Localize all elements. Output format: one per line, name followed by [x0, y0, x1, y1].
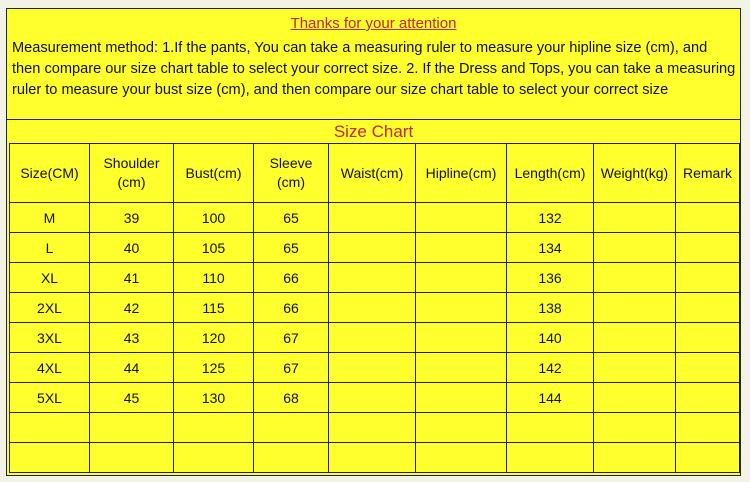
- notice-title: Thanks for your attention: [290, 15, 457, 32]
- table-cell: [676, 233, 740, 263]
- table-row: [10, 383, 740, 413]
- table-cell: 41: [90, 263, 174, 293]
- table-cell: 67: [254, 323, 329, 353]
- table-cell: 138: [507, 293, 594, 323]
- table-body: [10, 203, 740, 473]
- table-cell: [676, 263, 740, 293]
- table-row: [10, 413, 740, 443]
- size-chart-title: Size Chart: [333, 122, 414, 141]
- header-remark: [676, 144, 740, 203]
- table-cell: 67: [254, 353, 329, 383]
- table-cell: [329, 233, 416, 263]
- size-chart-table: [9, 143, 740, 473]
- header-waist: [329, 144, 416, 203]
- table-cell: [594, 293, 676, 323]
- table-cell: [416, 233, 507, 263]
- header-label: Shoulder: [103, 155, 160, 171]
- header-hipline: [416, 144, 507, 203]
- table-cell: 132: [507, 203, 594, 233]
- header-label: Hipline(cm): [425, 164, 497, 181]
- table-row: [10, 353, 740, 383]
- table-header-row: [10, 144, 740, 203]
- table-row: [10, 443, 740, 473]
- header-sleeve: [254, 144, 329, 203]
- table-cell: 134: [507, 233, 594, 263]
- table-cell: [507, 413, 594, 443]
- table-cell: XL: [10, 263, 90, 293]
- table-row: [10, 203, 740, 233]
- table-cell: 65: [254, 233, 329, 263]
- table-cell: 3XL: [10, 323, 90, 353]
- table-cell: [676, 413, 740, 443]
- header-label: Remark: [682, 164, 732, 181]
- table-cell: [676, 323, 740, 353]
- table-cell: M: [10, 203, 90, 233]
- table-cell: 66: [254, 263, 329, 293]
- table-cell: [10, 413, 90, 443]
- size-chart-sheet: [6, 8, 741, 476]
- table-row: [10, 263, 740, 293]
- table-cell: [10, 443, 90, 473]
- table-cell: 42: [90, 293, 174, 323]
- table-cell: 2XL: [10, 293, 90, 323]
- table-cell: [676, 293, 740, 323]
- table-cell: [594, 443, 676, 473]
- header-label: Size(CM): [20, 164, 79, 181]
- header-size: [10, 144, 90, 203]
- table-cell: 65: [254, 203, 329, 233]
- table-cell: 115: [174, 293, 254, 323]
- table-cell: [416, 383, 507, 413]
- table-cell: [254, 413, 329, 443]
- header-unit: (cm): [117, 174, 146, 190]
- table-cell: [329, 293, 416, 323]
- table-cell: [676, 203, 740, 233]
- header-label: Weight(kg): [600, 164, 669, 181]
- table-cell: 5XL: [10, 383, 90, 413]
- table-cell: [594, 383, 676, 413]
- table-cell: [329, 323, 416, 353]
- table-cell: [594, 413, 676, 443]
- table-cell: 4XL: [10, 353, 90, 383]
- table-cell: [676, 353, 740, 383]
- table-cell: [676, 443, 740, 473]
- table-cell: 105: [174, 233, 254, 263]
- table-cell: [507, 443, 594, 473]
- table-cell: 45: [90, 383, 174, 413]
- table-cell: 125: [174, 353, 254, 383]
- table-cell: [329, 263, 416, 293]
- table-cell: 142: [507, 353, 594, 383]
- table-cell: 43: [90, 323, 174, 353]
- table-cell: [594, 263, 676, 293]
- table-cell: [416, 353, 507, 383]
- header-label: Length(cm): [514, 164, 586, 181]
- table-cell: 44: [90, 353, 174, 383]
- table-cell: 110: [174, 263, 254, 293]
- table-cell: [329, 443, 416, 473]
- header-shoulder: [90, 144, 174, 203]
- table-cell: [416, 293, 507, 323]
- header-bust: [174, 144, 254, 203]
- header-label: Waist(cm): [340, 164, 404, 181]
- table-cell: 136: [507, 263, 594, 293]
- table-cell: [594, 203, 676, 233]
- table-cell: [594, 233, 676, 263]
- header-unit: (cm): [277, 174, 305, 190]
- header-weight: [594, 144, 676, 203]
- table-cell: 120: [174, 323, 254, 353]
- measurement-method-text: Measurement method: 1.If the pants, You can take a measuring ruler to measure your hipline size (cm), and then compare our size chart table to select your correct size. 2. If the Dress and Tops, you can take a measuring ruler to measure your bust size (cm), and then compare our size chart table to select your correct size: [12, 40, 736, 98]
- table-cell: [90, 443, 174, 473]
- table-row: [10, 293, 740, 323]
- table-cell: [254, 443, 329, 473]
- table-cell: [416, 413, 507, 443]
- table-cell: 68: [254, 383, 329, 413]
- table-cell: 140: [507, 323, 594, 353]
- table-cell: [416, 263, 507, 293]
- table-cell: [329, 383, 416, 413]
- header-length: [507, 144, 594, 203]
- table-cell: [174, 413, 254, 443]
- table-row: [10, 323, 740, 353]
- header-label: Sleeve: [269, 155, 313, 171]
- table-row: [10, 233, 740, 263]
- table-cell: 40: [90, 233, 174, 263]
- table-cell: 144: [507, 383, 594, 413]
- table-cell: [594, 353, 676, 383]
- header-label: Bust(cm): [185, 164, 242, 181]
- table-cell: L: [10, 233, 90, 263]
- table-cell: [416, 203, 507, 233]
- table-cell: [329, 413, 416, 443]
- table-cell: [594, 323, 676, 353]
- measurement-notice: [7, 9, 740, 120]
- table-cell: 100: [174, 203, 254, 233]
- table-cell: [329, 203, 416, 233]
- table-cell: [174, 443, 254, 473]
- table-cell: [416, 443, 507, 473]
- table-cell: 66: [254, 293, 329, 323]
- table-cell: [329, 353, 416, 383]
- table-cell: [676, 383, 740, 413]
- table-cell: [416, 323, 507, 353]
- table-cell: [90, 413, 174, 443]
- table-cell: 39: [90, 203, 174, 233]
- table-cell: 130: [174, 383, 254, 413]
